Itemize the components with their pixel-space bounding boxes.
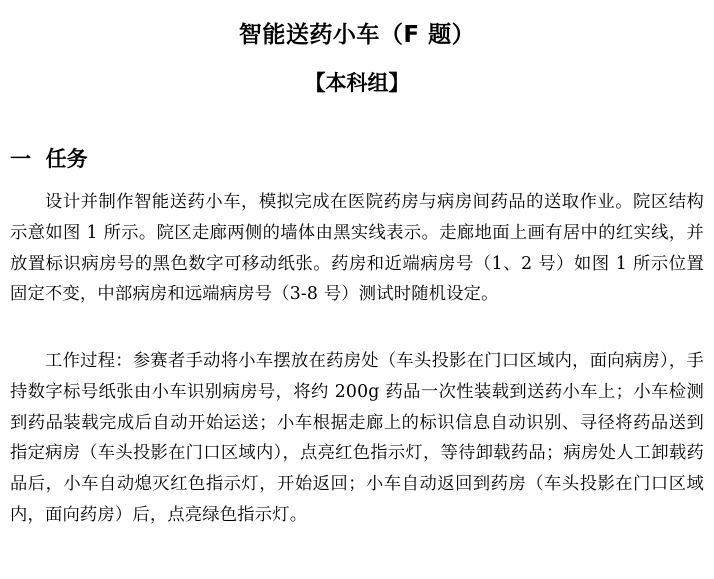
section-number: 一: [10, 147, 31, 171]
document-subtitle: 【本科组】: [304, 71, 410, 95]
paragraph-task-description: 设计并制作智能送药小车，模拟完成在医院药房与病房间药品的送取作业。院区结构示意如图 1 所示。院区走廊两侧的墙体由黑实线表示。走廊地面上画有居中的红实线，并放置标识病房号的黑色数字可移动纸张。药房和近端病房号（1、2 号）如图 1 所示位置固定不变，中部病房和远端病房号（3-8 号）测试时随机设定。: [10, 192, 704, 305]
section-title: 任务: [45, 147, 88, 171]
paragraph-work-process: 工作过程：参赛者手动将小车摆放在药房处（车头投影在门口区域内，面向病房），手持数字标号纸张由小车识别病房号，将约 200g 药品一次性装载到送药小车上；小车检测到药品装载完成后自动开始运送；小车根据走廊上的标识信息自动识别、寻径将药品送到指定病房（车头投影在门口区域内），点亮红色指示灯，等待卸载药品；病房处人工卸载药品后，小车自动熄灭红色指示灯，开始返回；小车自动返回到药房（车头投影在门口区域内，面向药房）后，点亮绿色指示灯。: [10, 351, 704, 525]
document-title: 智能送药小车（F 题）: [238, 22, 476, 48]
section-heading: [10, 143, 88, 175]
